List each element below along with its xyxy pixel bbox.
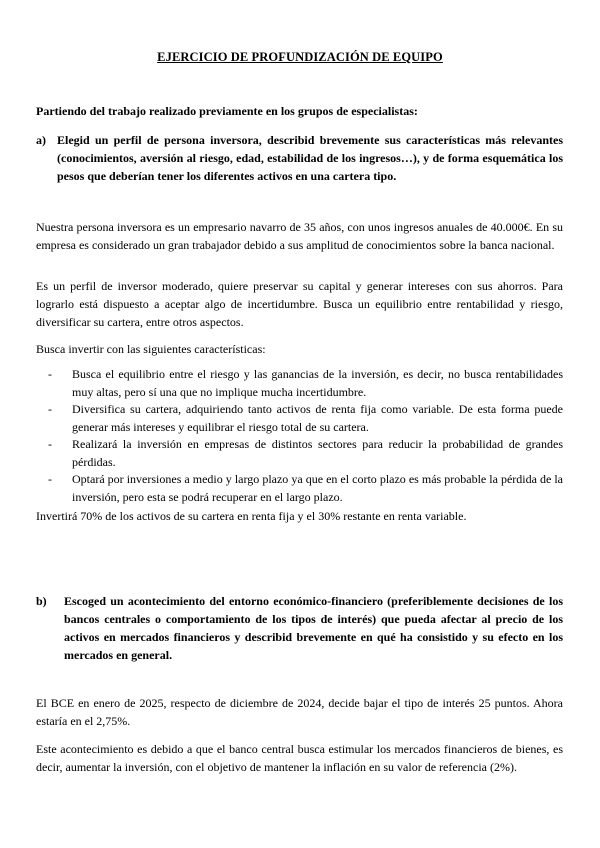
answer-a-paragraph-2: Es un perfil de inversor moderado, quiere preservar su capital y generar intereses con sus ahorros. Para lograrlo está dispuesto a aceptar algo de incertidumbre. Busca un equilibrio entre rentabilidad y riesgo, diversificar su cartera, entre otros aspectos.: [36, 279, 563, 329]
question-a-label: a): [36, 133, 46, 147]
bullet-dash: -: [48, 367, 52, 381]
answer-a-paragraph-3: Busca invertir con las siguientes características:: [36, 342, 266, 356]
list-item: - Busca el equilibrio entre el riesgo y las ganancias de la inversión, es decir, no busca rentabilidades muy altas, pero sí una que no implique mucha incertidumbre.: [48, 367, 563, 399]
answer-a-paragraph-4: Invertirá 70% de los activos de su cartera en renta fija y el 30% restante en renta variable.: [36, 509, 467, 523]
list-item: - Diversifica su cartera, adquiriendo tanto activos de renta fija como variable. De esta forma puede generar más intereses y equilibrar el riesgo total de su cartera.: [48, 402, 563, 434]
page-title: EJERCICIO DE PROFUNDIZACIÓN DE EQUIPO: [157, 50, 443, 64]
question-b-label: b): [36, 594, 47, 608]
list-item: - Realizará la inversión en empresas de distintos sectores para reducir la probabilidad de grandes pérdidas.: [48, 437, 563, 469]
characteristics-list: [36, 366, 563, 506]
bullet-dash: -: [48, 437, 52, 451]
answer-b-paragraph-2: Este acontecimiento es debido a que el banco central busca estimular los mercados financieros de bienes, es decir, aumentar la inversión, con el objetivo de mantener la inflación en su valor de referencia (2%).: [36, 742, 563, 774]
bullet-dash: -: [48, 402, 52, 416]
list-item: - Optará por inversiones a medio y largo plazo ya que en el corto plazo es más probable la pérdida de la inversión, pero esta se podrá recuperar en el largo plazo.: [48, 472, 563, 504]
intro-text: Partiendo del trabajo realizado previamente en los grupos de especialistas:: [36, 104, 418, 118]
question-a-text: Elegid un perfil de persona inversora, describid brevemente sus características más relevantes (conocimientos, aversión al riesgo, edad, estabilidad de los ingresos…), y de forma esquemática los pesos que deberían tener los diferentes activos en una cartera tipo.: [57, 133, 563, 183]
answer-b-paragraph-1: El BCE en enero de 2025, respecto de diciembre de 2024, decide bajar el tipo de interés 25 puntos. Ahora estaría en el 2,75%.: [36, 696, 563, 728]
answer-a-paragraph-1: Nuestra persona inversora es un empresario navarro de 35 años, con unos ingresos anuales de 40.000€. En su empresa es considerado un gran trabajador debido a sus amplitud de conocimientos sobre la banca nacional.: [36, 220, 563, 252]
question-b-text: Escoged un acontecimiento del entorno económico-financiero (preferiblemente decisiones de los bancos centrales o comportamiento de los tipos de interés) que pueda afectar al precio de los activos en mercados financieros y describid brevemente en qué ha consistido y su efecto en los mercados en general.: [64, 594, 563, 662]
question-b: [36, 592, 563, 664]
question-a: [36, 131, 563, 185]
bullet-dash: -: [48, 472, 52, 486]
